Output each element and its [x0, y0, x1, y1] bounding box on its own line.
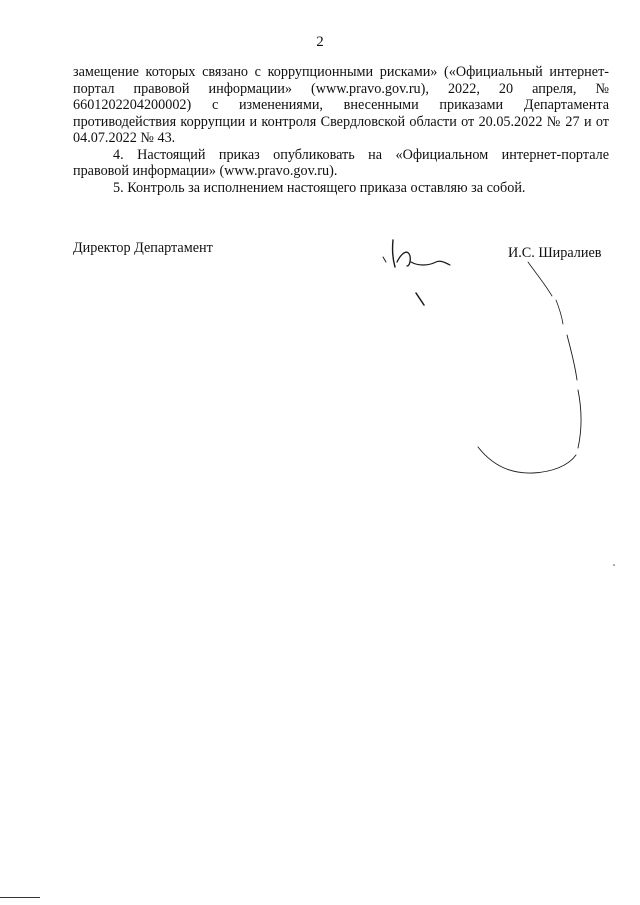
signatory-name: И.С. Ширалиев [508, 245, 602, 261]
paragraph-continuation: замещение которых связано с коррупционными рисками» («Официальный интернет-портал правовой информации» (www.pravo.gov.ru), 2022, 20 апреля, № 6601202204200002) с изменениями, внесенными приказами Департамента противодействия коррупции и контроля Свердловской области от 20.05.2022 № 27 и от 04.07.2022 № 43. [73, 64, 609, 146]
scan-edge-line [0, 897, 40, 898]
signatory-title: Директор Департамент [73, 240, 213, 256]
paragraph-4: 4. Настоящий приказ опубликовать на «Официальном интернет-портале правовой информации» (www.pravo.gov.ru). [73, 146, 609, 179]
page-number: 2 [316, 34, 324, 50]
paragraph-5: 5. Контроль за исполнением настоящего приказа оставляю за собой. [113, 179, 526, 196]
